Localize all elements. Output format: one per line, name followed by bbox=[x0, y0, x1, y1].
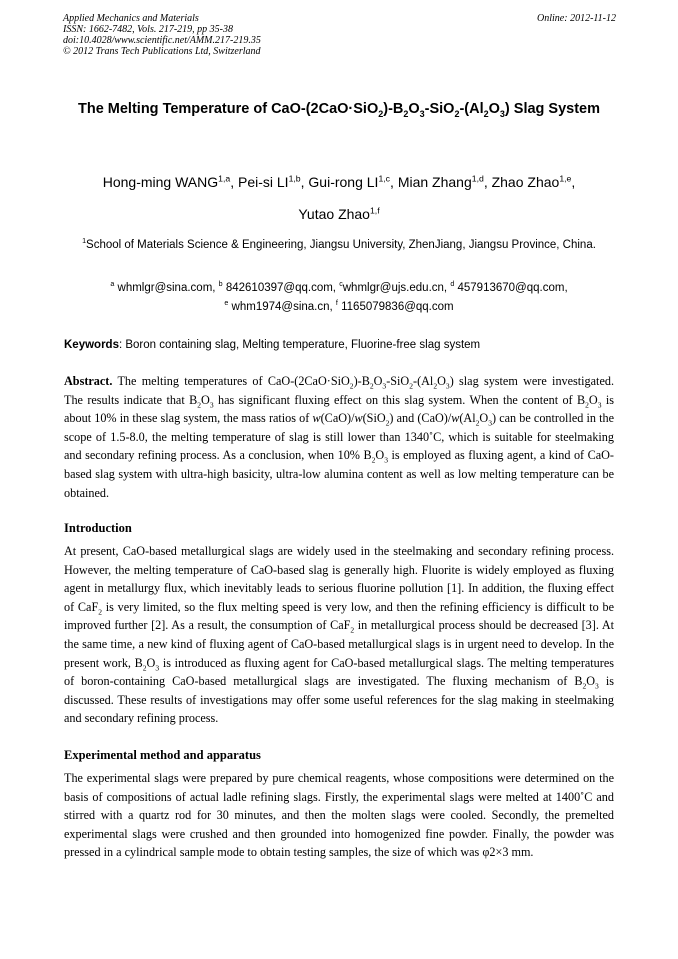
abstract-sub: 2 bbox=[475, 418, 480, 428]
title-sub: 3 bbox=[419, 108, 425, 119]
paper-title bbox=[64, 91, 614, 127]
title-sub: 2 bbox=[378, 108, 384, 119]
title-sub: 3 bbox=[499, 108, 505, 119]
affiliation-text: School of Materials Science & Engineering, Jiangsu University, ZhenJiang, Jiangsu Province, China. bbox=[86, 239, 596, 251]
intro-sub: 2 bbox=[350, 625, 355, 635]
abstract-sub: 2 bbox=[409, 381, 414, 391]
email-address[interactable]: whmlgr@sina.com bbox=[117, 282, 213, 294]
abstract-sub: 3 bbox=[384, 455, 388, 465]
abstract-sub: 3 bbox=[445, 381, 450, 391]
keywords bbox=[64, 336, 614, 354]
abstract-italic-w: w bbox=[312, 411, 321, 426]
email-mark: d bbox=[450, 280, 455, 289]
abstract-sub: 2 bbox=[369, 381, 374, 391]
abstract-sub: 2 bbox=[371, 455, 376, 465]
author-separator: , bbox=[230, 174, 238, 190]
online-date: Online: 2012-11-12 bbox=[537, 13, 616, 24]
title-part: -SiO bbox=[424, 101, 455, 117]
email-separator: , bbox=[329, 301, 336, 313]
experimental-heading: Experimental method and apparatus bbox=[64, 748, 261, 762]
abstract-italic-w: w bbox=[451, 411, 460, 426]
intro-sub: 3 bbox=[595, 681, 599, 691]
intro-sub: 2 bbox=[582, 681, 587, 691]
author-separator: , bbox=[483, 174, 492, 190]
abstract-text: is about 10% in these slag system, the mass ratios of bbox=[64, 392, 614, 426]
author-affil-mark: 1,b bbox=[288, 173, 301, 184]
title-part: O bbox=[488, 101, 500, 117]
title-sub: 2 bbox=[454, 108, 460, 119]
author-separator: , bbox=[571, 174, 576, 190]
intro-text: in metallurgical process should be decreased [3]. At the same time, a new kind of fluxing agent of CaO-based metallurgical slags is in urgent need to develop. In the present work, B bbox=[64, 618, 615, 670]
email-address[interactable]: 842610397@qq.com bbox=[225, 282, 333, 294]
doi-line: doi:10.4028/www.scientific.net/AMM.217-219.35 bbox=[63, 35, 261, 46]
introduction-heading: Introduction bbox=[64, 521, 132, 535]
email-separator: , bbox=[443, 282, 451, 294]
email-mark: e bbox=[224, 299, 229, 308]
author bbox=[238, 174, 308, 190]
author-name: Yutao Zhao bbox=[298, 206, 370, 222]
author bbox=[492, 174, 576, 190]
email-address[interactable]: 457913670@qq.com bbox=[457, 282, 565, 294]
author bbox=[298, 206, 379, 222]
author-name: Pei-si LI bbox=[237, 174, 289, 190]
abstract-text: (SiO bbox=[362, 411, 386, 426]
email-list bbox=[64, 279, 614, 317]
author-name: Gui-rong LI bbox=[308, 174, 379, 190]
author-affil-mark: 1,a bbox=[218, 173, 231, 184]
email-mark: b bbox=[218, 280, 223, 289]
abstract-sub: 2 bbox=[433, 381, 438, 391]
intro-text: O bbox=[586, 674, 596, 689]
intro-text: is discussed. These results of investigations may offer some useful references for the slag making in steelmaking and secondary refining process. bbox=[64, 674, 614, 726]
author-list bbox=[64, 166, 614, 230]
keywords-label: Keywords bbox=[64, 339, 119, 351]
abstract-text: O bbox=[201, 392, 210, 407]
abstract-label: Abstract. bbox=[64, 374, 113, 388]
abstract-text: (Al bbox=[459, 411, 476, 426]
title-part: -(Al bbox=[459, 101, 484, 117]
abstract-sub: 2 bbox=[197, 400, 202, 410]
abstract-text: ) slag system were investigated. The results indicate that B bbox=[64, 374, 614, 407]
author-affil-mark: 1,f bbox=[369, 205, 380, 216]
abstract-text: is employed as fluxing agent, a kind of CaO-based slag system with ultra-high basicity, ultra-low alumina content as well as low melting temperature can be obtained. bbox=[64, 448, 614, 500]
email-address[interactable]: whmlgr@ujs.edu.cn bbox=[342, 282, 444, 294]
abstract-sub: 2 bbox=[585, 400, 589, 410]
intro-sub: 2 bbox=[98, 607, 103, 617]
title-sub: 2 bbox=[483, 108, 489, 119]
author bbox=[103, 174, 238, 190]
abstract-sub: 2 bbox=[385, 418, 390, 428]
intro-sub: 2 bbox=[142, 663, 147, 672]
affiliation-mark: 1 bbox=[82, 237, 87, 246]
abstract-text: O bbox=[479, 411, 489, 426]
email-separator: , bbox=[332, 282, 340, 294]
abstract-text: -(Al bbox=[413, 374, 434, 388]
abstract-text: ) can be controlled in the scope of 1.5-8.0, the melting temperature of slag is still lower than 1340˚C, which is suitable for steelmaking and secondary refining process. As a conclusion, when 10% B bbox=[64, 411, 615, 463]
keywords-text: : Boron containing slag, Melting temperature, Fluorine-free slag system bbox=[118, 339, 481, 351]
author-affil-mark: 1,c bbox=[378, 173, 391, 184]
issn-line: ISSN: 1662-7482, Vols. 217-219, pp 35-38 bbox=[63, 24, 233, 35]
title-part: ) Slag System bbox=[504, 101, 601, 117]
intro-sub: 3 bbox=[155, 663, 160, 672]
journal-name: Applied Mechanics and Materials bbox=[63, 13, 199, 24]
author-separator: , bbox=[390, 174, 398, 190]
abstract-sub: 3 bbox=[488, 418, 492, 428]
author-name: Zhao Zhao bbox=[491, 174, 560, 190]
author-affil-mark: 1,d bbox=[471, 173, 484, 184]
title-part: The Melting Temperature of CaO-(2CaO·SiO bbox=[77, 101, 379, 117]
email-mark: a bbox=[110, 280, 115, 289]
email-address[interactable]: 1165079836@qq.com bbox=[341, 301, 454, 313]
abstract-text: O bbox=[375, 448, 385, 463]
abstract-sub: 3 bbox=[209, 400, 214, 410]
author bbox=[308, 174, 397, 190]
abstract-text: has significant fluxing effect on this slag system. When the content of B bbox=[213, 392, 586, 407]
abstract-sub: 3 bbox=[382, 381, 387, 391]
abstract-text: -SiO bbox=[386, 374, 410, 388]
abstract-text: The melting temperatures of CaO-(2CaO·SiO bbox=[112, 374, 350, 388]
title-sub: 2 bbox=[403, 108, 409, 119]
copyright-line: © 2012 Trans Tech Publications Ltd, Switzerland bbox=[63, 46, 261, 57]
journal-header bbox=[63, 13, 616, 57]
abstract-text: O bbox=[588, 392, 598, 407]
experimental-paragraph: The experimental slags were prepared by pure chemical reagents, whose compositions were determined on the basis of compositions of actual ladle refining slags. Firstly, the experimental slags were melted at 1400˚C and stirred with a quartz rod for 30 minutes, and then the molten slags were cooled. Secondly, the premelted experimental slags were crushed and then grounded into homogenized fine powder. Finally, the powder was pressed in a cylindrical sample mode to obtain testing samples, the size of which was φ2×3 mm. bbox=[64, 771, 614, 860]
abstract-text: (CaO)/ bbox=[320, 411, 355, 426]
intro-text: is very limited, so the flux melting speed is very low, and then the refining efficiency is difficult to be improved further [2]. As a result, the consumption of CaF bbox=[64, 599, 614, 633]
email-mark: f bbox=[335, 299, 338, 308]
author bbox=[398, 174, 492, 190]
introduction-paragraph bbox=[64, 542, 614, 728]
author-affil-mark: 1,e bbox=[559, 173, 572, 184]
intro-text: At present, CaO-based metallurgical slags are widely used in the steelmaking and secondary refining process. However, the melting temperature of CaO-based slag is generally high. Fluorite is widely employed as fluxing agent in metallurgy flux, which inevitably leads to serious fluorine pollution [1]. In addition, the fluxing effect of CaF bbox=[64, 544, 614, 614]
intro-text: is introduced as fluxing agent for CaO-based metallurgical slags. The melting temperatures of boron-containing CaO-based metallurgical slags are investigated. The fluxing mechanism of B bbox=[64, 655, 614, 689]
title-part: )-B bbox=[383, 101, 404, 117]
abstract-sub: 2 bbox=[349, 381, 354, 391]
title-part: O bbox=[408, 101, 420, 117]
email-separator: , bbox=[212, 282, 219, 294]
abstract-text: O bbox=[437, 374, 446, 388]
author-separator: , bbox=[300, 174, 309, 190]
author-name: Mian Zhang bbox=[397, 174, 472, 190]
email-mark: c bbox=[339, 280, 343, 289]
abstract-sub: 3 bbox=[597, 400, 602, 410]
email-separator: , bbox=[564, 282, 568, 294]
affiliation bbox=[64, 236, 614, 255]
abstract-text: )-B bbox=[353, 374, 370, 388]
intro-text: O bbox=[146, 655, 156, 670]
abstract-text: ) and (CaO)/ bbox=[389, 411, 452, 426]
author-name: Hong-ming WANG bbox=[102, 174, 219, 190]
abstract-italic-w: w bbox=[354, 411, 363, 426]
abstract-text: O bbox=[373, 374, 383, 388]
email-address[interactable]: whm1974@sina.cn bbox=[231, 301, 330, 313]
abstract bbox=[64, 372, 614, 502]
